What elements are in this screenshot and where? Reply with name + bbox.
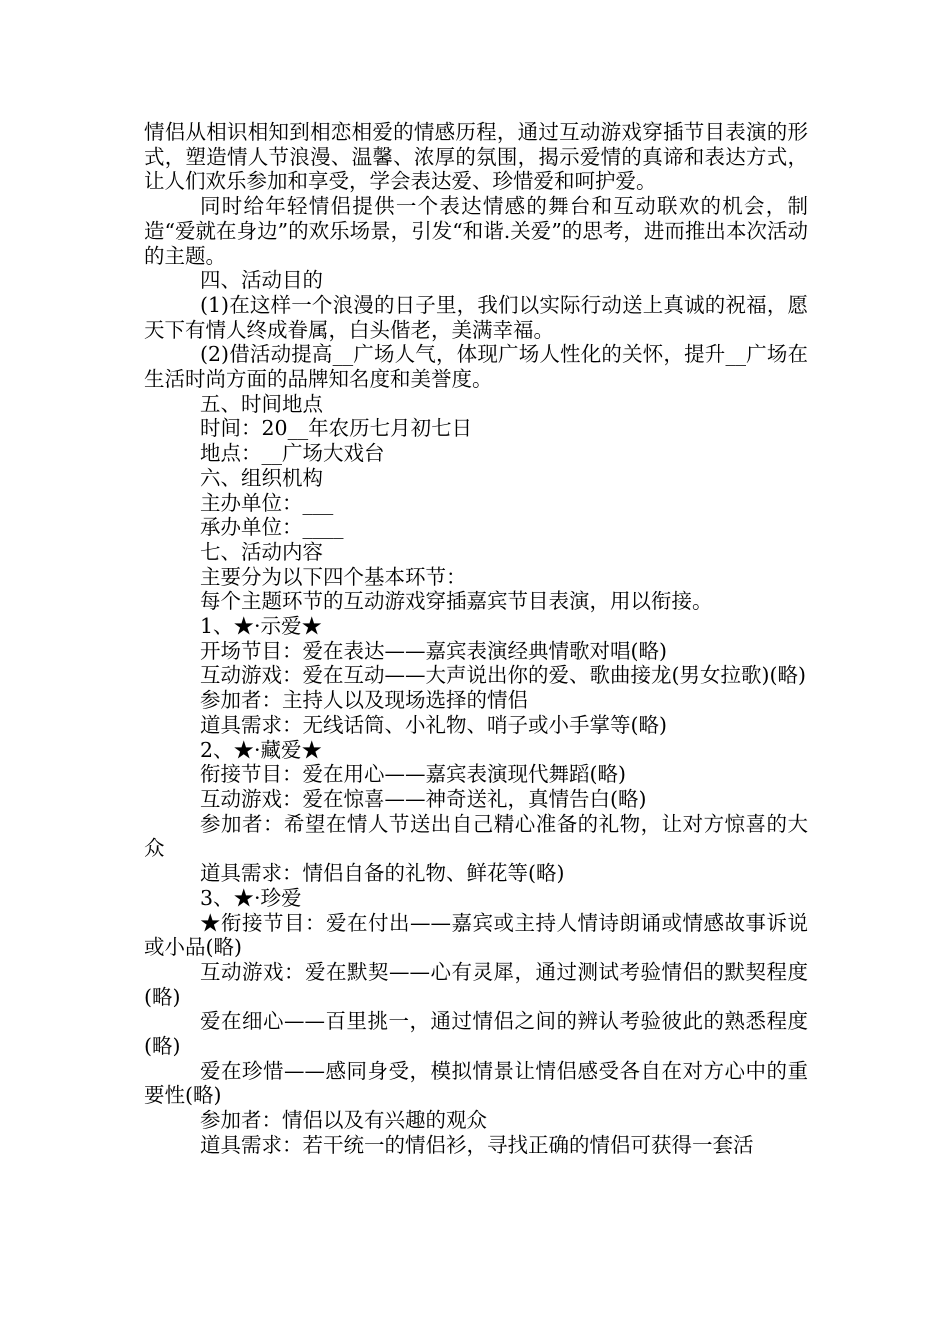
document-body [144, 120, 808, 1158]
paragraph-content-intro: 主要分为以下四个基本环节： [200, 564, 467, 589]
paragraph-game-1: 互动游戏：爱在互动——大声说出你的爱、歌曲接龙(男女拉歌)(略) [200, 663, 806, 688]
section-heading-content: 七、活动内容 [200, 539, 323, 564]
paragraph-link-show-2: 衔接节目：爱在用心——嘉宾表演现代舞蹈(略) [200, 762, 626, 787]
paragraph-participants-3: 参加者：情侣以及有兴趣的观众 [200, 1108, 487, 1133]
paragraph-intro: 情侣从相识相知到相恋相爱的情感历程，通过互动游戏穿插节目表演的形式，塑造情人节浪漫、温馨、浓厚的氛围，揭示爱情的真谛和表达方式，让人们欢乐参加和享受，学会表达爱、珍惜爱和呵护爱。 [144, 120, 808, 194]
paragraph-props-3: 道具需求：若干统一的情侣衫，寻找正确的情侣可获得一套活 [200, 1132, 754, 1157]
subheading-hide-love: 2、★·藏爱★ [200, 737, 323, 762]
paragraph-purpose-1: (1)在这样一个浪漫的日子里，我们以实际行动送上真诚的祝福，愿天下有情人终成眷属，白头偕老，美满幸福。 [144, 292, 808, 342]
section-heading-time-place: 五、时间地点 [200, 391, 323, 416]
paragraph-purpose-2: (2)借活动提高__广场人气，体现广场人性化的关怀，提升__广场在生活时尚方面的品牌知名度和美誉度。 [144, 342, 808, 392]
paragraph-host: 主办单位：___ [200, 490, 334, 515]
paragraph-game-3a: 互动游戏：爱在默契——心有灵犀，通过测试考验情侣的默契程度(略) [144, 959, 808, 1009]
paragraph-game-3b: 爱在细心——百里挑一，通过情侣之间的辨认考验彼此的熟悉程度(略) [144, 1009, 808, 1059]
paragraph-participants-1: 参加者：主持人以及现场选择的情侣 [200, 688, 528, 713]
paragraph-props-1: 道具需求：无线话筒、小礼物、哨子或小手掌等(略) [200, 712, 667, 737]
paragraph-game-2: 互动游戏：爱在惊喜——神奇送礼，真情告白(略) [200, 786, 647, 811]
paragraph-stage-opportunity: 同时给年轻情侣提供一个表达情感的舞台和互动联欢的机会，制造“爱就在身边”的欢乐场景，引发“和谐.关爱”的思考，进而推出本次活动的主题。 [144, 194, 808, 268]
paragraph-organizer: 承办单位：____ [200, 515, 344, 540]
paragraph-place: 地点：__广场大戏台 [200, 441, 385, 466]
section-heading-purpose: 四、活动目的 [200, 268, 323, 293]
paragraph-time: 时间：20__年农历七月初七日 [200, 416, 473, 441]
paragraph-props-2: 道具需求：情侣自备的礼物、鲜花等(略) [200, 861, 565, 886]
paragraph-opening-show: 开场节目：爱在表达——嘉宾表演经典情歌对唱(略) [200, 638, 667, 663]
paragraph-link-show-3: ★衔接节目：爱在付出——嘉宾或主持人情诗朗诵或情感故事诉说或小品(略) [144, 910, 808, 960]
section-heading-organization: 六、组织机构 [200, 465, 323, 490]
subheading-cherish-love: 3、★·珍爱 [200, 885, 302, 910]
paragraph-content-note: 每个主题环节的互动游戏穿插嘉宾节目表演，用以衔接。 [200, 589, 713, 614]
subheading-show-love: 1、★·示爱★ [200, 614, 323, 639]
paragraph-participants-2: 参加者：希望在情人节送出自己精心准备的礼物，让对方惊喜的大众 [144, 811, 808, 861]
paragraph-game-3c: 爱在珍惜——感同身受，模拟情景让情侣感受各自在对方心中的重要性(略) [144, 1058, 808, 1108]
